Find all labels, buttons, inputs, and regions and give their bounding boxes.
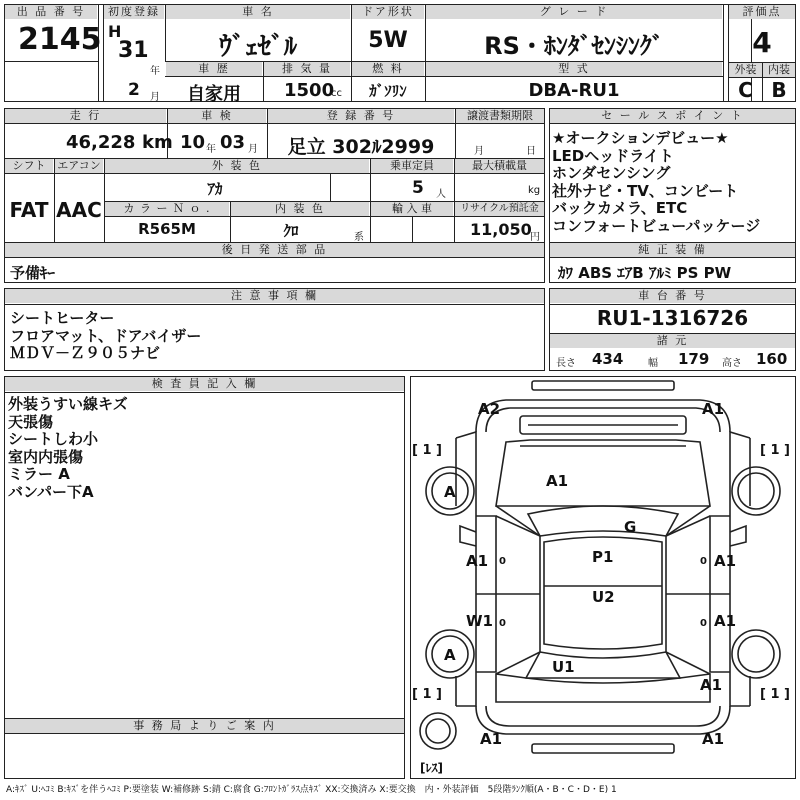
mark-a1-rear-bumper-left: A1: [480, 730, 503, 748]
sales-point: LEDヘッドライト: [552, 146, 674, 165]
ac: AAC: [56, 198, 102, 222]
chassis-label: 車 台 番 号: [550, 289, 795, 303]
int-color: ｸﾛ: [283, 222, 299, 240]
door-mark: 0: [700, 618, 707, 629]
mileage-unit: km: [142, 132, 173, 153]
inspection-month-unit: 月: [248, 144, 258, 155]
sales-points-label: セ ー ル ス ポ イ ン ト: [550, 109, 795, 123]
reg-month: 2: [128, 80, 140, 100]
note-line: シートヒーター: [10, 309, 115, 327]
sales-point: コンフォートビューパッケージ: [552, 216, 761, 235]
fuel-label: 燃 料: [352, 62, 424, 76]
car-damage-diagram: [410, 376, 796, 779]
lot-number-label: 出 品 番 号: [5, 5, 97, 19]
mark-a-front-left-wheel: A: [444, 483, 456, 501]
later-parts: 予備ｷｰ: [10, 264, 56, 282]
inspector-label: 検 査 員 記 入 欄: [5, 377, 404, 391]
car-name-label: 車 名: [166, 5, 350, 19]
color-no-label: カ ラ ー Ｎ ｏ .: [105, 202, 229, 216]
mileage-label: 走 行: [5, 109, 166, 123]
max-load-unit: kg: [528, 185, 541, 196]
notes-label: 注 意 事 項 欄: [5, 289, 544, 303]
wheel-bracket-label: [ 1 ]: [412, 687, 442, 702]
transfer-day-unit: 日: [526, 146, 536, 157]
wheel-bracket-label: [ 1 ]: [760, 687, 790, 702]
capacity: 5: [412, 178, 424, 198]
wheel-bracket-label: [ 1 ]: [412, 443, 442, 458]
int-color-label: 内 装 色: [231, 202, 369, 216]
note-line: ＭＤＶ－Ｚ９０５ナビ: [10, 344, 161, 362]
first-reg-label: 初度登録: [104, 5, 164, 19]
door-mark: 0: [499, 618, 506, 629]
displacement-label: 排 気 量: [264, 62, 350, 76]
recycle-label: リサイクル預託金: [455, 202, 544, 216]
note-line: フロアマット、ドアバイザー: [10, 326, 202, 345]
mark-a1-front-right: A1: [702, 400, 725, 418]
transfer-label: 譲渡書類期限: [456, 109, 544, 123]
reg-year: 31: [118, 38, 149, 63]
inspector-line: バンパー下A: [8, 482, 94, 501]
legend: A:ｷｽﾞ U:ﾍｺﾐ B:ｷｽﾞを伴うﾍｺﾐ P:要塗装 W:補修跡 S:錆 C:腐食 G:ﾌﾛﾝﾄｶﾞﾗｽ点ｷｽﾞ XX:交換済み X:要交換 内・外装評価 5段階ﾗﾝｸ順(A・B・C・D・E) 1: [6, 785, 617, 795]
mark-w1-left-rear-door: W1: [466, 612, 493, 630]
sales-point: ★オークションデビュー★: [552, 129, 729, 147]
door-mark: 0: [700, 556, 707, 567]
interior-label: 内装: [763, 63, 795, 77]
mark-g-windshield: G: [624, 518, 637, 536]
fuel: ｶﾞｿﾘﾝ: [369, 82, 407, 100]
height-label: 高さ: [722, 358, 742, 369]
chassis-number: RU1-1316726: [596, 306, 749, 330]
length: 434: [592, 350, 624, 368]
grade: RS・ﾎﾝﾀﾞｾﾝｼﾝｸﾞ: [484, 32, 664, 60]
inspection-month: 03: [220, 132, 246, 153]
inspector-line: シートしわ小: [8, 430, 99, 448]
model: DBA-RU1: [528, 80, 620, 101]
grade-label: グ レ ー ド: [426, 5, 722, 19]
inspector-line: ミラー A: [8, 465, 70, 483]
displacement-unit: cc: [331, 88, 342, 99]
model-label: 型 式: [426, 62, 722, 76]
inspector-line: 外装うすい線キズ: [8, 395, 128, 413]
capacity-unit: 人: [436, 189, 446, 200]
recycle-fee: 11,050: [470, 220, 532, 239]
mark-a-rear-left-wheel: A: [444, 646, 456, 664]
width: 179: [678, 350, 710, 368]
era: H: [108, 22, 122, 41]
sales-point: 社外ナビ・TV、コンビート: [552, 181, 739, 200]
mark-u2-roof: U2: [592, 588, 615, 606]
door-mark: 0: [499, 556, 506, 567]
equipment-label: 純 正 装 備: [550, 243, 795, 257]
equipment: ｶﾜ ABS ｴｱB ｱﾙﾐ PS PW: [558, 264, 732, 282]
width-label: 幅: [648, 358, 658, 369]
ext-color-label: 外 装 色: [105, 159, 369, 173]
mark-a2-front-left: A2: [478, 400, 501, 418]
office-label: 事 務 局 よ り ご 案 内: [5, 719, 404, 733]
shift-label: シフト: [5, 159, 53, 173]
inspection-year-unit: 年: [206, 144, 216, 155]
door-label: ドア形状: [352, 5, 424, 19]
recycle-unit: 円: [530, 232, 540, 243]
capacity-label: 乗車定員: [371, 159, 453, 173]
displacement: 1500: [284, 80, 335, 101]
plate-number: 足立 302ﾙ2999: [287, 136, 435, 158]
reg-month-unit: 月: [150, 92, 160, 103]
score-label: 評価点: [729, 5, 795, 19]
transfer-month-unit: 月: [474, 146, 484, 157]
mark-p1-roof: P1: [592, 548, 614, 566]
length-label: 長さ: [556, 358, 576, 369]
spare-tire-label: [ﾚｽ]: [420, 761, 443, 775]
mark-a1-right-front-door: A1: [714, 552, 737, 570]
mark-u1-trunk: U1: [552, 658, 575, 676]
dims-label: 諸 元: [550, 334, 795, 348]
car-name: ｳﾞｪｾﾞﾙ: [218, 32, 297, 62]
max-load-label: 最大積載量: [455, 159, 544, 173]
later-parts-label: 後 日 発 送 部 品: [5, 243, 544, 257]
mark-a1-rear-bumper-right: A1: [702, 730, 725, 748]
sales-point: バックカメラ、ETC: [552, 199, 688, 217]
mileage: 46,228: [66, 132, 136, 153]
plate-label: 登 録 番 号: [268, 109, 454, 123]
inspector-list: [8, 396, 128, 501]
reg-year-unit: 年: [150, 66, 160, 77]
int-color-suffix: 系: [354, 232, 364, 243]
import-label: 輸 入 車: [371, 202, 453, 216]
color-no: R565M: [138, 220, 196, 238]
door-type: 5W: [368, 28, 408, 53]
notes-list: [10, 310, 201, 363]
height: 160: [756, 350, 788, 368]
ext-color: ｱｶ: [207, 180, 223, 198]
sales-point: ホンダセンシング: [552, 164, 671, 182]
mark-a1-right-rear: A1: [700, 676, 723, 694]
inspector-line: 天張傷: [8, 412, 54, 431]
mark-a1-left-front-door: A1: [466, 552, 489, 570]
score: 4: [752, 26, 772, 59]
wheel-bracket-label: [ 1 ]: [760, 443, 790, 458]
mark-a1-hood: A1: [546, 472, 569, 490]
history-label: 車 歴: [166, 62, 262, 76]
shift: FAT: [9, 198, 49, 222]
lot-number: 2145: [18, 22, 102, 57]
ac-label: エアコン: [55, 159, 103, 173]
inspection-label: 車 検: [168, 109, 266, 123]
exterior-grade: C: [738, 78, 753, 102]
inspection-year: 10: [180, 132, 206, 153]
inspector-line: 室内内張傷: [8, 447, 84, 466]
sales-points-list: [552, 130, 760, 235]
history: 自家用: [187, 84, 241, 105]
mark-a1-right-rear-door: A1: [714, 612, 737, 630]
interior-grade: B: [771, 78, 787, 102]
exterior-label: 外装: [729, 63, 762, 77]
